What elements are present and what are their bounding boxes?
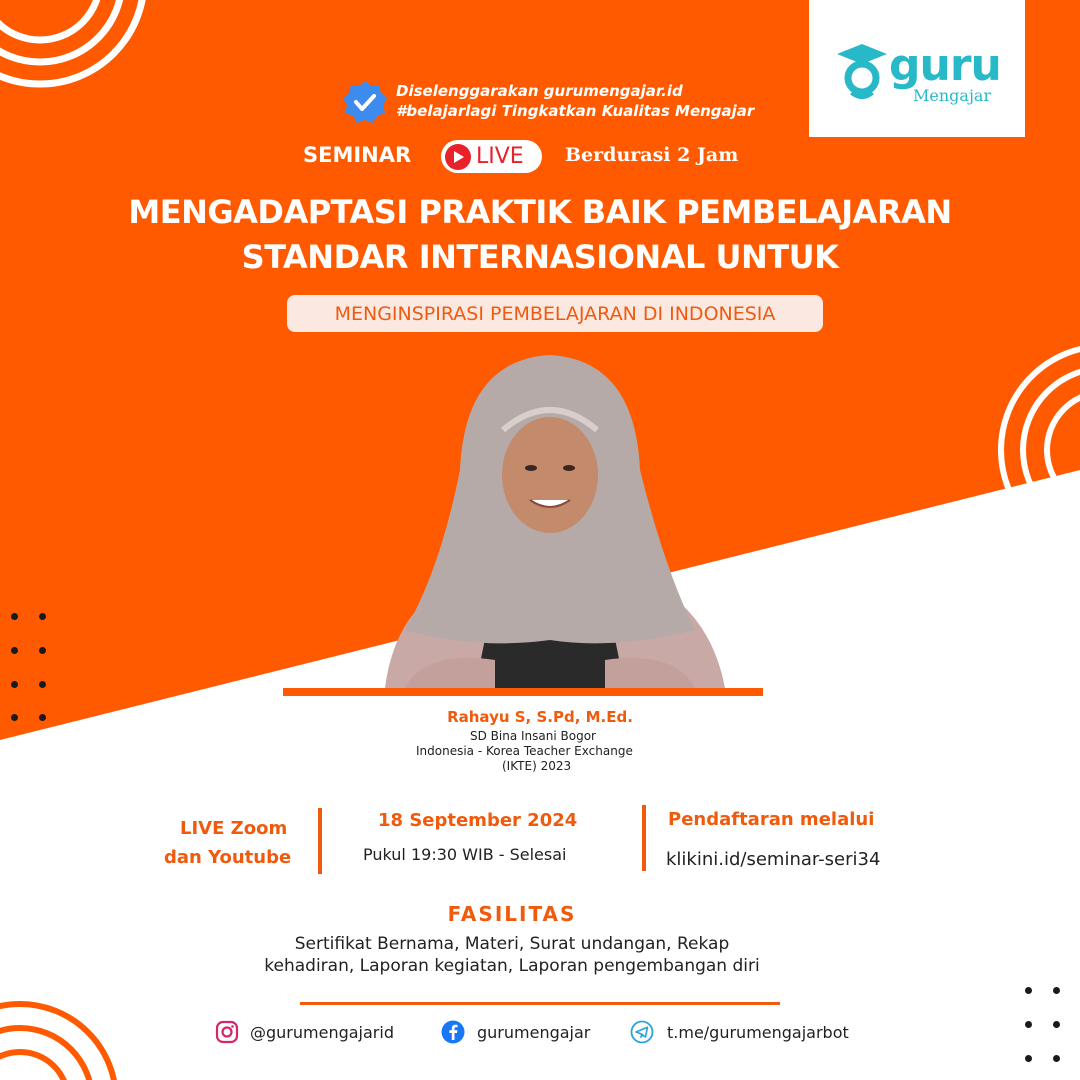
speaker-year: (IKTE) 2023 <box>502 759 572 773</box>
duration-text: Berdurasi 2 Jam <box>565 144 739 166</box>
live-label: LIVE <box>476 144 524 169</box>
event-time: Pukul 19:30 WIB - Selesai <box>363 845 567 864</box>
verified-badge-icon <box>343 80 387 124</box>
registration-label: Pendaftaran melalui <box>668 809 875 830</box>
title-line-1: MENGADAPTASI PRAKTIK BAIK PEMBELAJARAN <box>128 193 952 231</box>
event-date: 18 September 2024 <box>378 810 578 831</box>
facebook-handle[interactable]: gurumengajar <box>477 1023 591 1042</box>
divider-1 <box>318 808 322 874</box>
speaker-program: Indonesia - Korea Teacher Exchange <box>416 744 633 758</box>
tagline-line: #belajarlagi Tingkatkan Kualitas Mengajar <box>396 102 755 120</box>
logo-subtext: Mengajar <box>913 86 992 105</box>
logo-box <box>809 0 1025 137</box>
speaker-name: Rahayu S, S.Pd, M.Ed. <box>447 708 633 726</box>
facilities-heading: FASILITAS <box>447 902 577 926</box>
platform-line-2: dan Youtube <box>164 847 292 868</box>
subtitle-text: MENGINSPIRASI PEMBELAJARAN DI INDONESIA <box>334 303 776 325</box>
seminar-label: SEMINAR <box>303 143 412 167</box>
speaker-bar <box>283 688 763 696</box>
play-icon <box>444 143 472 171</box>
facebook-icon <box>441 1020 465 1044</box>
title-line-2: STANDAR INTERNASIONAL UNTUK <box>241 238 839 276</box>
speaker-photo <box>365 350 735 688</box>
divider-2 <box>642 805 646 871</box>
decorative-arcs-top-left <box>0 0 160 110</box>
organizer-line: Diselenggarakan gurumengajar.id <box>396 82 683 100</box>
speaker-school: SD Bina Insani Bogor <box>470 729 596 743</box>
registration-link[interactable]: klikini.id/seminar-seri34 <box>666 849 881 870</box>
facilities-line-1: Sertifikat Bernama, Materi, Surat undangan, Rekap <box>294 934 730 954</box>
platform-line-1: LIVE Zoom <box>180 818 288 839</box>
facilities-divider <box>300 1002 780 1005</box>
telegram-icon <box>630 1020 654 1044</box>
facilities-line-2: kehadiran, Laporan kegiatan, Laporan pengembangan diri <box>264 956 760 976</box>
instagram-icon <box>215 1020 239 1044</box>
decorative-arcs-bottom-left <box>0 980 130 1080</box>
graduation-cap-icon <box>835 40 889 100</box>
telegram-handle[interactable]: t.me/gurumengajarbot <box>667 1023 849 1042</box>
logo-text: guru <box>889 40 1001 91</box>
decorative-arcs-right <box>990 340 1080 560</box>
instagram-handle[interactable]: @gurumengajarid <box>250 1023 394 1042</box>
